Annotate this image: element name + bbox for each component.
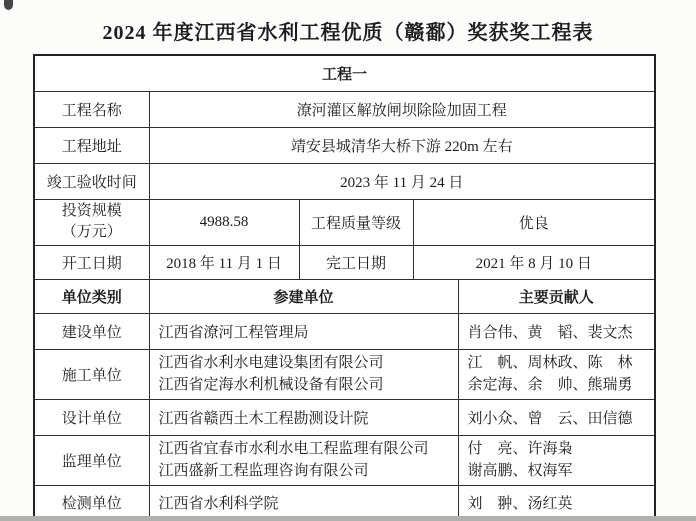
header-contributors: 主要贡献人 — [458, 280, 655, 314]
award-table — [33, 54, 656, 521]
participant-line: 江西省宜春市水利水电工程监理有限公司 — [158, 440, 429, 457]
value-project-address: 靖安县城清华大桥下游 220m 左右 — [149, 127, 655, 163]
table-row — [34, 55, 655, 91]
scan-edge-shadow — [0, 516, 696, 521]
participant-line: 江西省定海水利机械设备有限公司 — [158, 376, 384, 393]
table-row — [34, 314, 655, 350]
label-project-address: 工程地址 — [34, 127, 149, 163]
table-row — [34, 246, 655, 280]
value-construction-unit-participants — [149, 350, 458, 400]
label-start-date: 开工日期 — [34, 246, 149, 280]
table-row — [34, 280, 655, 314]
value-construction-unit-contributors — [458, 350, 655, 400]
value-investment: 4988.58 — [149, 199, 299, 246]
contributor-line: 付 亮、许海枭 — [467, 440, 573, 457]
value-design-unit-participants: 江西省赣西土木工程勘测设计院 — [149, 400, 458, 436]
label-owner-unit: 建设单位 — [34, 314, 149, 350]
value-project-name: 潦河灌区解放闸坝除险加固工程 — [149, 91, 655, 127]
contributor-line: 江 帆、周林政、陈 林 — [467, 354, 633, 371]
label-project-name: 工程名称 — [34, 91, 149, 127]
label-design-unit: 设计单位 — [34, 400, 149, 436]
table-row — [34, 163, 655, 199]
table-row — [34, 127, 655, 163]
table-row — [34, 436, 655, 486]
value-owner-unit-contributors: 肖合伟、黄 韬、裴文杰 — [458, 314, 655, 350]
participant-line: 江西盛新工程监理咨询有限公司 — [158, 462, 369, 479]
table-row — [34, 350, 655, 400]
table-row — [34, 400, 655, 436]
header-unit-category: 单位类别 — [34, 280, 149, 314]
section-title: 工程一 — [34, 55, 655, 91]
value-testing-unit-participants: 江西省水利科学院 — [149, 486, 458, 520]
label-construction-unit: 施工单位 — [34, 350, 149, 400]
label-investment-line2: （万元） — [61, 224, 122, 241]
award-table-container — [33, 54, 656, 521]
scan-artifact-speck — [4, 0, 13, 10]
table-row — [34, 91, 655, 127]
value-supervision-unit-contributors — [458, 436, 655, 486]
contributor-line: 谢高鹏、权海军 — [467, 462, 573, 479]
label-supervision-unit: 监理单位 — [34, 436, 149, 486]
table-row — [34, 486, 655, 520]
contributor-line: 余定海、余 帅、熊瑞勇 — [467, 376, 633, 393]
page-title: 2024 年度江西省水利工程优质（赣鄱）奖获奖工程表 — [102, 22, 594, 44]
label-quality-grade: 工程质量等级 — [299, 199, 413, 246]
value-owner-unit-participants: 江西省潦河工程管理局 — [149, 314, 458, 350]
value-supervision-unit-participants — [149, 436, 458, 486]
value-acceptance-date: 2023 年 11 月 24 日 — [149, 163, 655, 199]
header-participants: 参建单位 — [149, 280, 458, 314]
label-testing-unit: 检测单位 — [34, 486, 149, 520]
value-testing-unit-contributors: 刘 翀、汤红英 — [458, 486, 655, 520]
table-row — [34, 199, 655, 246]
value-design-unit-contributors: 刘小众、曾 云、田信德 — [458, 400, 655, 436]
label-investment-line1: 投资规模 — [61, 202, 122, 219]
participant-line: 江西省水利水电建设集团有限公司 — [158, 354, 384, 371]
value-quality-grade: 优良 — [413, 199, 655, 246]
value-start-date: 2018 年 11 月 1 日 — [149, 246, 299, 280]
value-finish-date: 2021 年 8 月 10 日 — [413, 246, 655, 280]
label-finish-date: 完工日期 — [299, 246, 413, 280]
label-acceptance-date: 竣工验收时间 — [34, 163, 149, 199]
label-investment — [34, 199, 149, 246]
